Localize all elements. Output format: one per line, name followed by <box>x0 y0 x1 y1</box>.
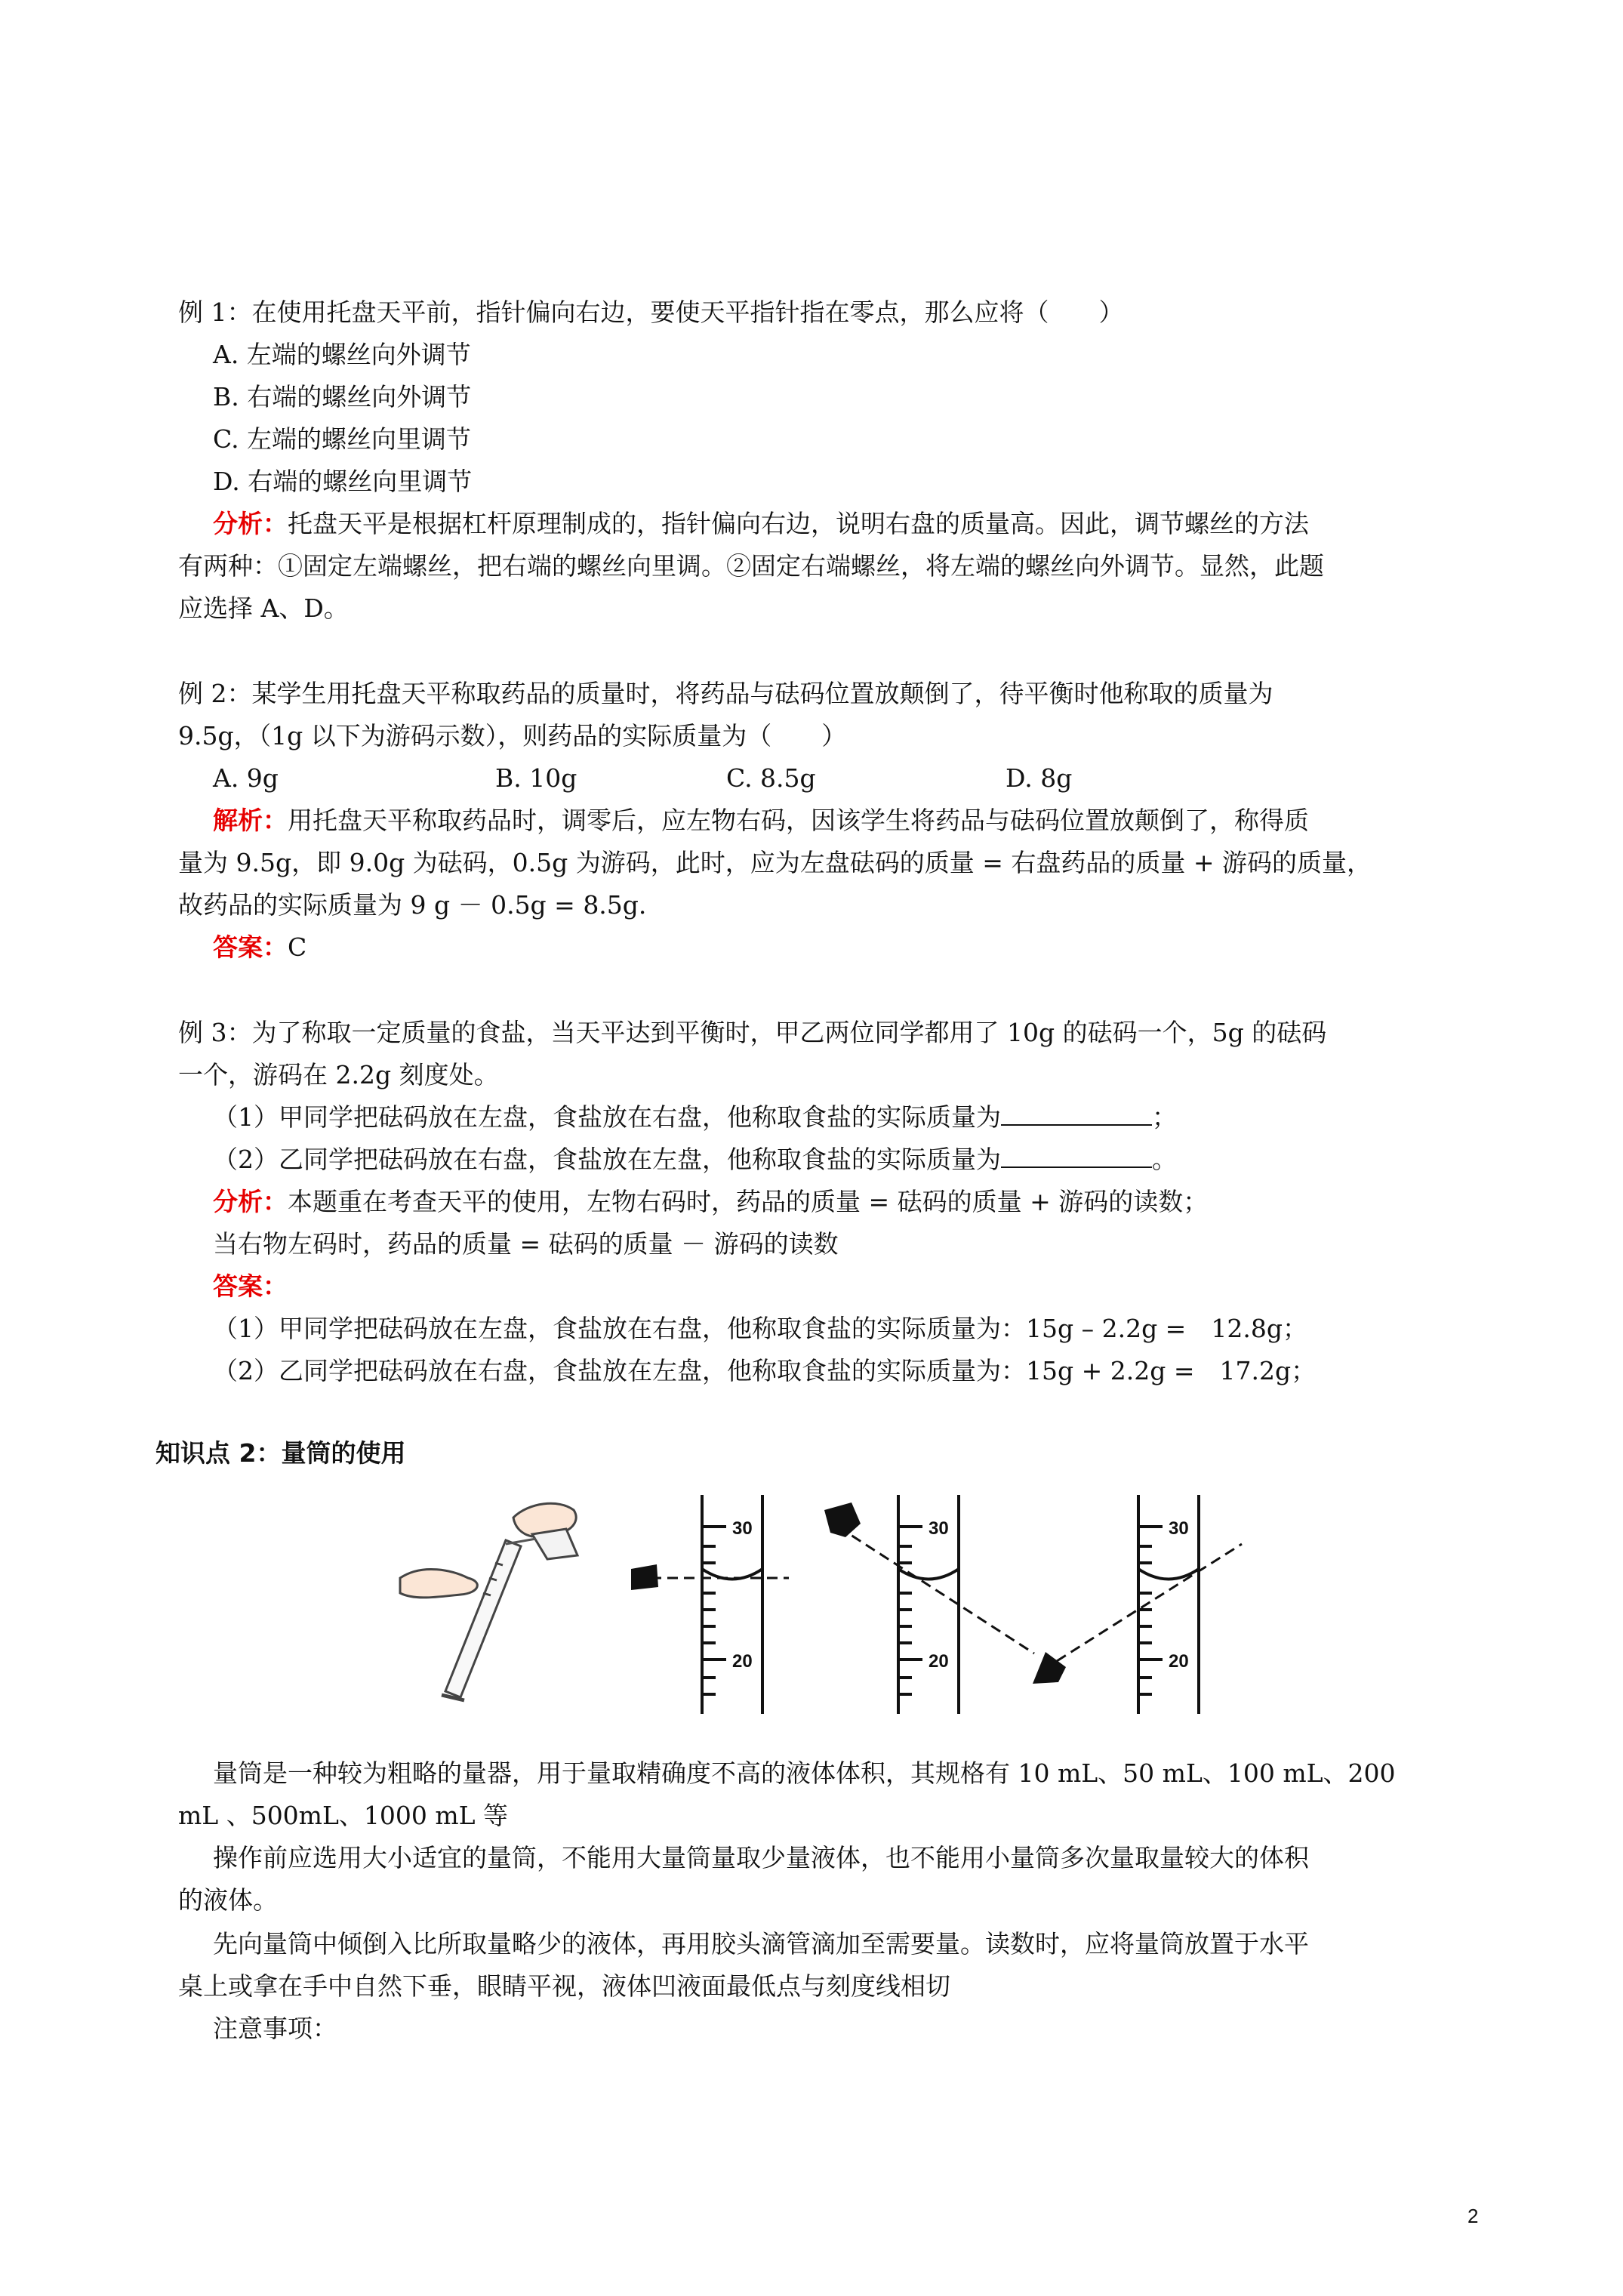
ex2-answer <box>213 931 306 964</box>
ex3-sub-question-2 <box>213 1143 1177 1176</box>
ex3-question-2: 一个，游码在 2.2g 刻度处。 <box>178 1060 499 1089</box>
ex2-answer-label: 答案： <box>213 932 288 962</box>
ex2-analysis <box>213 804 1309 837</box>
para-2-line-2: 的液体。 <box>178 1885 278 1915</box>
ex2-analysis-label: 解析： <box>213 806 288 835</box>
ex3-q1-end: ； <box>1152 1102 1177 1132</box>
answer-blank-1 <box>1001 1102 1152 1126</box>
section-heading: 知识点 2：量筒的使用 <box>156 1438 406 1468</box>
eye-icon <box>631 1564 658 1590</box>
ex2-answer-value: C <box>288 932 307 962</box>
ex1-option-d: D. 右端的螺丝向里调节 <box>213 467 473 496</box>
ex3-question-1: 例 3：为了称取一定质量的食盐，当天平达到平衡时，甲乙两位同学都用了 10g 的砝码一个，5g 的砝码 <box>178 1018 1327 1047</box>
eye-icon <box>824 1502 861 1537</box>
eye-icon <box>1033 1652 1066 1684</box>
ex3-sub-question-1 <box>213 1101 1177 1134</box>
ex3-analysis <box>213 1185 1208 1219</box>
cylinder-1 <box>634 1495 789 1714</box>
graduated-cylinder-figure <box>377 1480 1283 1729</box>
ex3-analysis-label: 分析： <box>213 1187 288 1216</box>
ex2-analysis-text-3: 故药品的实际质量为 9 g － 0.5g = 8.5g. <box>178 890 647 920</box>
ex3-answer-1: （1）甲同学把砝码放在左盘，食盐放在右盘，他称取食盐的实际质量为：15g – 2.2g = 12.8g； <box>213 1314 1307 1343</box>
ex3-analysis-text-2: 当右物左码时，药品的质量 = 砝码的质量 － 游码的读数 <box>213 1229 839 1259</box>
ex1-analysis-text-2: 有两种：①固定左端螺丝，把右端的螺丝向里调。②固定右端螺丝，将左端的螺丝向外调节。显然，此题 <box>178 551 1324 581</box>
para-1-line-2: mL 、500mL、1000 mL 等 <box>178 1801 509 1830</box>
cyl2-tick-30: 30 <box>929 1518 949 1539</box>
ex1-option-b: B. 右端的螺丝向外调节 <box>213 382 472 411</box>
cyl2-tick-20: 20 <box>929 1651 949 1672</box>
ex2-option-c: C. 8.5g <box>726 763 816 793</box>
ex1-analysis-label: 分析： <box>213 509 288 538</box>
cylinder-3 <box>1057 1495 1242 1714</box>
ex1-option-a: A. 左端的螺丝向外调节 <box>213 340 471 369</box>
ex2-question-1: 例 2：某学生用托盘天平称取药品的质量时，将药品与砝码位置放颠倒了，待平衡时他称取的质量为 <box>178 679 1273 708</box>
ex1-analysis-text-1: 托盘天平是根据杠杆原理制成的，指针偏向右边，说明右盘的质量高。因此，调节螺丝的方法 <box>288 509 1309 538</box>
para-1-line-1: 量筒是一种较为粗略的量器，用于量取精确度不高的液体体积，其规格有 10 mL、50 mL、100 mL、200 <box>213 1758 1396 1788</box>
cyl3-tick-30: 30 <box>1169 1518 1189 1539</box>
ex1-analysis <box>213 507 1309 541</box>
ex2-option-b: B. 10g <box>495 763 577 793</box>
ex1-option-c: C. 左端的螺丝向里调节 <box>213 424 472 454</box>
cyl1-tick-20: 20 <box>732 1651 753 1672</box>
ex3-q1-text: （1）甲同学把砝码放在左盘，食盐放在右盘，他称取食盐的实际质量为 <box>213 1102 1001 1132</box>
ex2-analysis-text-1: 用托盘天平称取药品时，调零后，应左物右码，因该学生将药品与砝码位置放颠倒了，称得质 <box>288 806 1309 835</box>
ex3-answer-2: （2）乙同学把砝码放在右盘，食盐放在左盘，他称取食盐的实际质量为：15g + 2.2g = 17.2g； <box>213 1356 1317 1385</box>
answer-blank-2 <box>1001 1144 1152 1168</box>
cyl3-tick-20: 20 <box>1169 1651 1189 1672</box>
ex2-analysis-text-2: 量为 9.5g，即 9.0g 为砝码，0.5g 为游码，此时，应为左盘砝码的质量 = 右盘药品的质量 + 游码的质量， <box>178 848 1372 877</box>
pouring-hands-drawing <box>400 1503 577 1700</box>
para-3-line-2: 桌上或拿在手中自然下垂，眼睛平视，液体凹液面最低点与刻度线相切 <box>178 1971 950 2001</box>
para-4: 注意事项： <box>213 2014 337 2043</box>
ex1-question: 例 1：在使用托盘天平前，指针偏向右边，要使天平指针指在零点，那么应将（ ） <box>178 297 1124 327</box>
ex1-analysis-text-3: 应选择 A、D。 <box>178 593 349 623</box>
ex2-option-a: A. 9g <box>213 763 279 793</box>
ex3-q2-end: 。 <box>1152 1145 1177 1174</box>
ex2-option-d: D. 8g <box>1006 763 1073 793</box>
cyl1-tick-30: 30 <box>732 1518 753 1539</box>
ex3-q2-text: （2）乙同学把砝码放在右盘，食盐放在左盘，他称取食盐的实际质量为 <box>213 1145 1001 1174</box>
ex2-question-2: 9.5g，（1g 以下为游码示数），则药品的实际质量为（ ） <box>178 721 847 750</box>
ex3-analysis-text-1: 本题重在考查天平的使用，左物右码时，药品的质量 = 砝码的质量 + 游码的读数； <box>288 1187 1209 1216</box>
ex3-answer-label <box>213 1270 288 1303</box>
para-3-line-1: 先向量筒中倾倒入比所取量略少的液体，再用胶头滴管滴加至需要量。读数时，应将量筒放置于水平 <box>213 1929 1309 1959</box>
page-number: 2 <box>1467 2205 1479 2227</box>
para-2-line-1: 操作前应选用大小适宜的量筒，不能用大量筒量取少量液体，也不能用小量筒多次量取量较大的体积 <box>213 1843 1309 1872</box>
ex3-answer-label-text: 答案： <box>213 1271 288 1301</box>
